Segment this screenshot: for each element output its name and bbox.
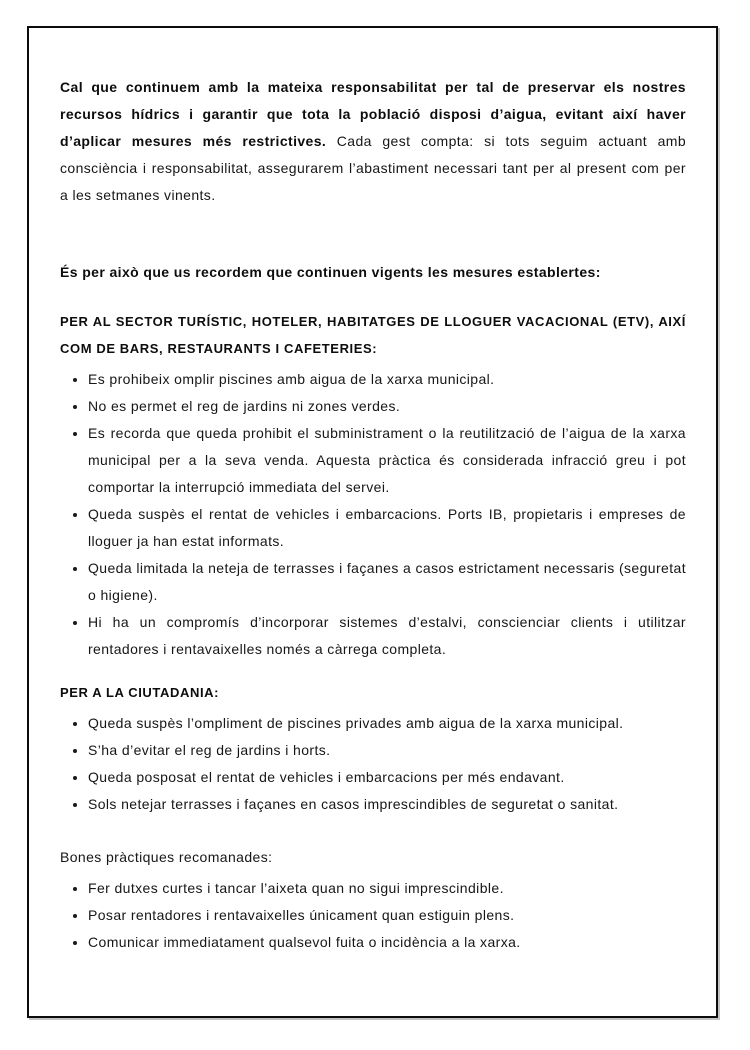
- list-item: [60, 710, 686, 737]
- section-good-practices-list: [60, 875, 686, 956]
- list-item-text: Es prohibeix omplir piscines amb aigua de la xarxa municipal.: [88, 371, 495, 387]
- list-item: [60, 875, 686, 902]
- list-item: [60, 929, 686, 956]
- reminder-heading: És per això que us recordem que continuen vigents les mesures establertes:: [60, 264, 601, 280]
- list-item-text: Es recorda que queda prohibit el subministrament o la reutilització de l’aigua de la xarxa municipal per a la seva venda. Aquesta pràctica és considerada infracció greu i pot comportar la interrupció immediata del servei.: [88, 425, 686, 495]
- section-tourism-heading: PER AL SECTOR TURÍSTIC, HOTELER, HABITATGES DE LLOGUER VACACIONAL (ETV), AIXÍ COM DE BARS, RESTAURANTS I CAFETERIES:: [60, 314, 686, 356]
- intro-regular-text: Cada gest compta: si tots seguim actuant amb consciència i responsabilitat, assegurarem l’abastiment necessari tant per al present com per a les setmanes vinents.: [60, 133, 687, 203]
- list-item-text: Sols netejar terrasses i façanes en casos imprescindibles de seguretat o sanitat.: [88, 796, 619, 812]
- section-citizens-list: [60, 710, 686, 818]
- section-tourism: [60, 308, 686, 663]
- list-item: [60, 501, 686, 555]
- list-item-text: Comunicar immediatament qualsevol fuita o incidència a la xarxa.: [88, 934, 521, 950]
- list-item-text: Posar rentadores i rentavaixelles únicament quan estiguin plens.: [88, 907, 515, 923]
- section-good-practices-heading: Bones pràctiques recomanades:: [60, 849, 273, 865]
- intro-bold-text: Cal que continuem amb la mateixa responsabilitat per tal de preservar els nostres recursos hídrics i garantir que tota la població disposi d’aigua, evitant així haver d’aplicar mesures més restrictives.: [60, 79, 686, 149]
- bullet-icon: [73, 621, 77, 625]
- bullet-icon: [73, 914, 77, 918]
- list-item-text: Hi ha un compromís d’incorporar sistemes d’estalvi, conscienciar clients i utilitzar rentadores i rentavaixelles només a càrrega completa.: [88, 614, 686, 657]
- bullet-icon: [73, 722, 77, 726]
- list-item: [60, 791, 686, 818]
- bullet-icon: [73, 405, 77, 409]
- bullet-icon: [73, 567, 77, 571]
- list-item-text: No es permet el reg de jardins ni zones verdes.: [88, 398, 401, 414]
- section-tourism-list: [60, 366, 686, 663]
- bullet-icon: [73, 432, 77, 436]
- list-item: [60, 902, 686, 929]
- list-item-text: Queda limitada la neteja de terrasses i façanes a casos estrictament necessaris (seguretat o higiene).: [88, 560, 686, 603]
- list-item-text: Fer dutxes curtes i tancar l’aixeta quan no sigui imprescindible.: [88, 880, 504, 896]
- list-item-text: Queda suspès el rentat de vehicles i embarcacions. Ports IB, propietaris i empreses de lloguer ja han estat informats.: [88, 506, 686, 549]
- section-citizens: [60, 679, 686, 818]
- list-item: [60, 555, 686, 609]
- list-item: [60, 764, 686, 791]
- bullet-icon: [73, 803, 77, 807]
- list-item: [60, 737, 686, 764]
- list-item: [60, 366, 686, 393]
- list-item: [60, 420, 686, 501]
- list-item-text: Queda posposat el rentat de vehicles i embarcacions per més endavant.: [88, 769, 565, 785]
- bullet-icon: [73, 776, 77, 780]
- section-citizens-heading: PER A LA CIUTADANIA:: [60, 685, 220, 700]
- page-content: [29, 28, 716, 956]
- bullet-icon: [73, 887, 77, 891]
- section-good-practices: [60, 844, 686, 956]
- page-border-frame: [27, 26, 718, 1018]
- list-item: [60, 609, 686, 663]
- bullet-icon: [73, 749, 77, 753]
- bullet-icon: [73, 378, 77, 382]
- bullet-icon: [73, 513, 77, 517]
- intro-paragraph: [60, 74, 686, 209]
- list-item: [60, 393, 686, 420]
- list-item-text: Queda suspès l’ompliment de piscines privades amb aigua de la xarxa municipal.: [88, 715, 624, 731]
- bullet-icon: [73, 941, 77, 945]
- list-item-text: S’ha d’evitar el reg de jardins i horts.: [88, 742, 331, 758]
